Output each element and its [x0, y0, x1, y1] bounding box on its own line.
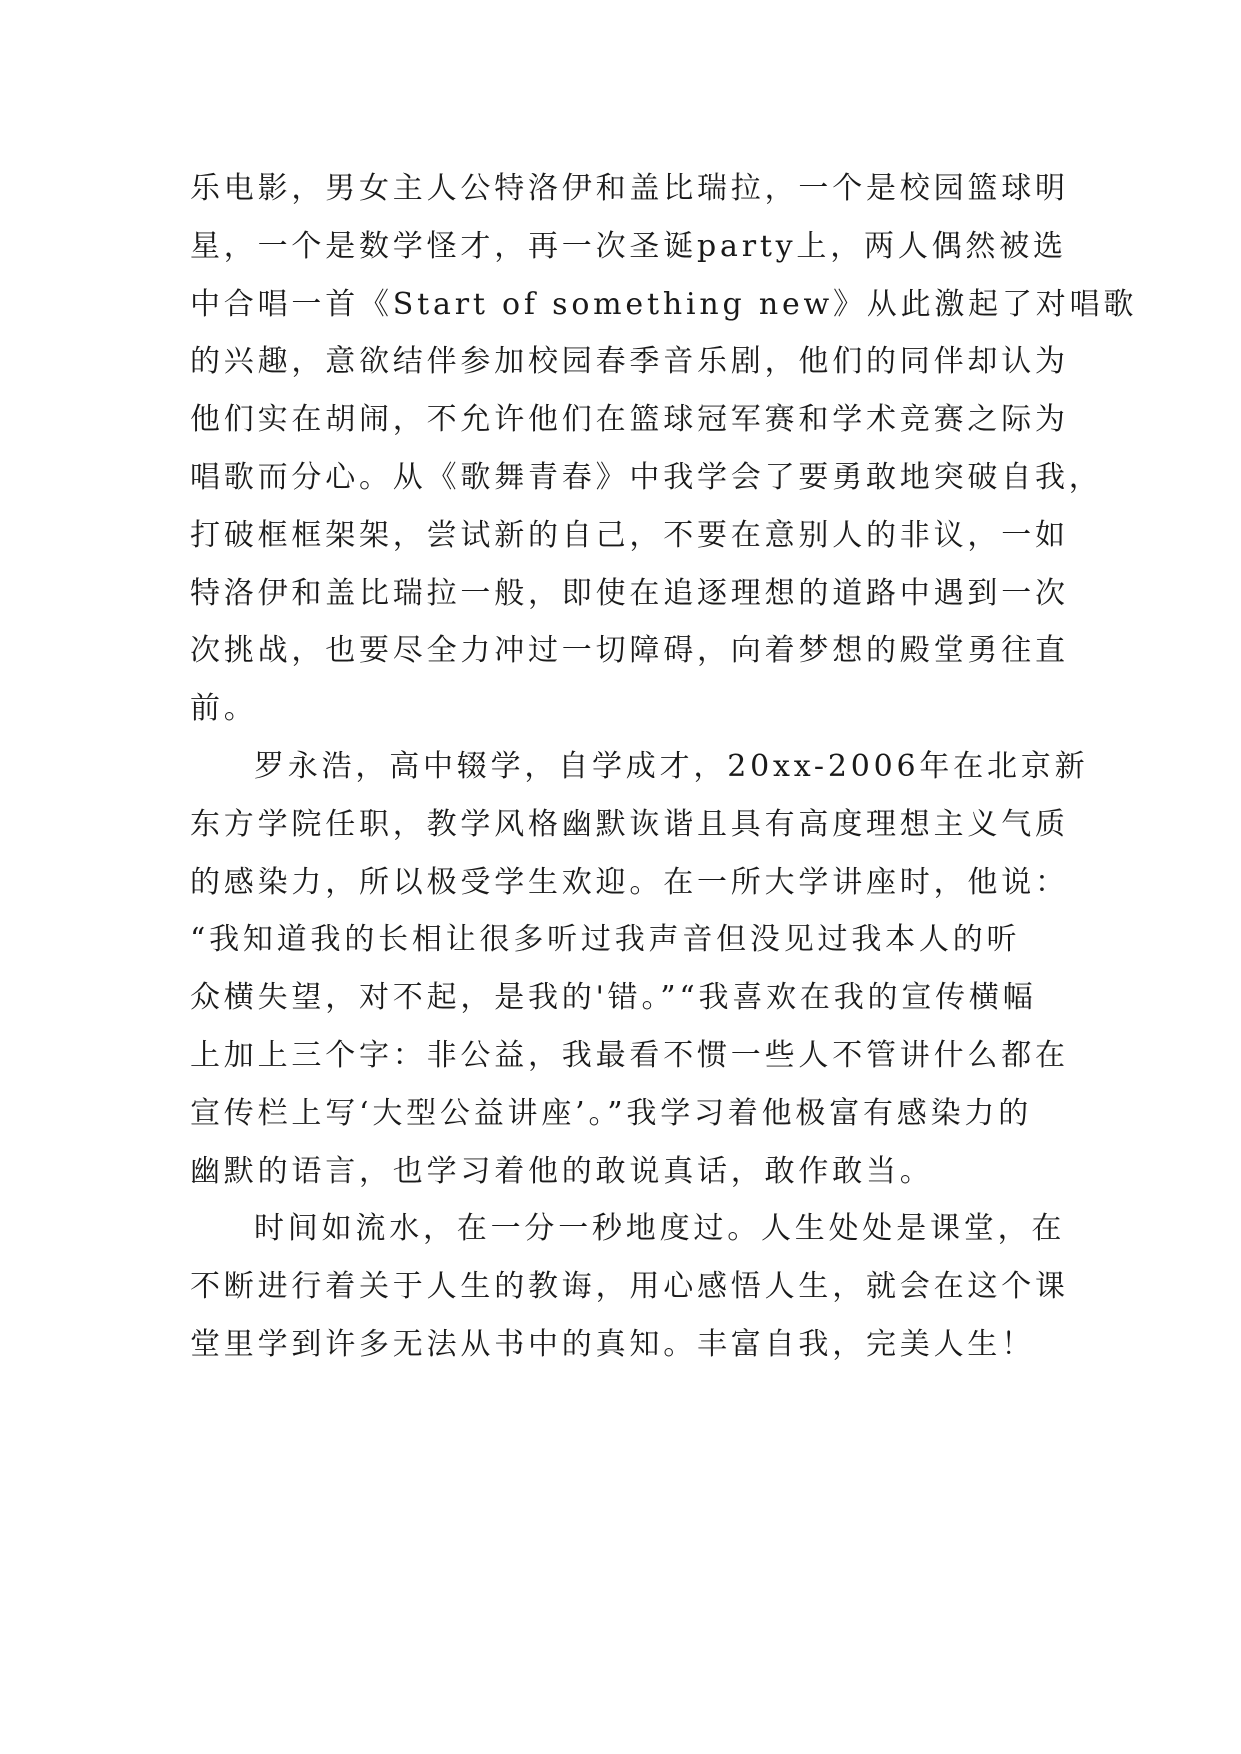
paragraph-1-line-5: 他们实在胡闹，不允许他们在篮球冠军赛和学术竞赛之际为	[190, 402, 1069, 438]
paragraph-3-line-3: 堂里学到许多无法从书中的真知。丰富自我，完美人生！	[190, 1326, 1035, 1362]
body-text	[190, 160, 1138, 1374]
paragraph-2-line-3: 的感染力，所以极受学生欢迎。在一所大学讲座时，他说：	[190, 864, 1069, 900]
paragraph-2-line-6: 上加上三个字：非公益，我最看不惯一些人不管讲什么都在	[190, 1037, 1069, 1073]
paragraph-2-line-4: “我知道我的长相让很多听过我声音但没见过我本人的听	[190, 922, 1021, 958]
paragraph-2-line-7: 宣传栏上写‘大型公益讲座’。”我学习着他极富有感染力的	[190, 1095, 1033, 1131]
paragraph-3-line-2: 不断进行着关于人生的教诲，用心感悟人生，就会在这个课	[190, 1269, 1069, 1305]
paragraph-1-line-7: 打破框框架架，尝试新的自己，不要在意别人的非议，一如	[190, 517, 1069, 553]
paragraph-1-line-4: 的兴趣，意欲结伴参加校园春季音乐剧，他们的同伴却认为	[190, 344, 1069, 380]
paragraph-2-line-8: 幽默的语言，也学习着他的敢说真话，敢作敢当。	[190, 1153, 934, 1189]
paragraph-1-line-3: 中合唱一首《Start of something new》从此激起了对唱歌	[190, 286, 1138, 322]
paragraph-1-line-9: 次挑战，也要尽全力冲过一切障碍，向着梦想的殿堂勇往直	[190, 633, 1069, 669]
paragraph-2-line-5: 众横失望，对不起，是我的'错。”“我喜欢在我的宣传横幅	[190, 980, 1037, 1016]
paragraph-2-line-1: 罗永浩，高中辍学，自学成才，20xx-2006年在北京新	[254, 748, 1089, 784]
paragraph-3-line-1: 时间如流水，在一分一秒地度过。人生处处是课堂，在	[254, 1211, 1066, 1247]
paragraph-1-line-1: 乐电影，男女主人公特洛伊和盖比瑞拉，一个是校园篮球明	[190, 171, 1069, 206]
paragraph-1-line-2: 星，一个是数学怪才，再一次圣诞party上，两人偶然被选	[190, 228, 1067, 264]
paragraph-1-line-10: 前。	[190, 691, 258, 727]
paragraph-1-line-6: 唱歌而分心。从《歌舞青春》中我学会了要勇敢地突破自我，	[190, 459, 1103, 495]
paragraph-2-line-2: 东方学院任职，教学风格幽默诙谐且具有高度理想主义气质	[190, 806, 1069, 842]
paragraph-1-line-8: 特洛伊和盖比瑞拉一般，即使在追逐理想的道路中遇到一次	[190, 575, 1069, 611]
